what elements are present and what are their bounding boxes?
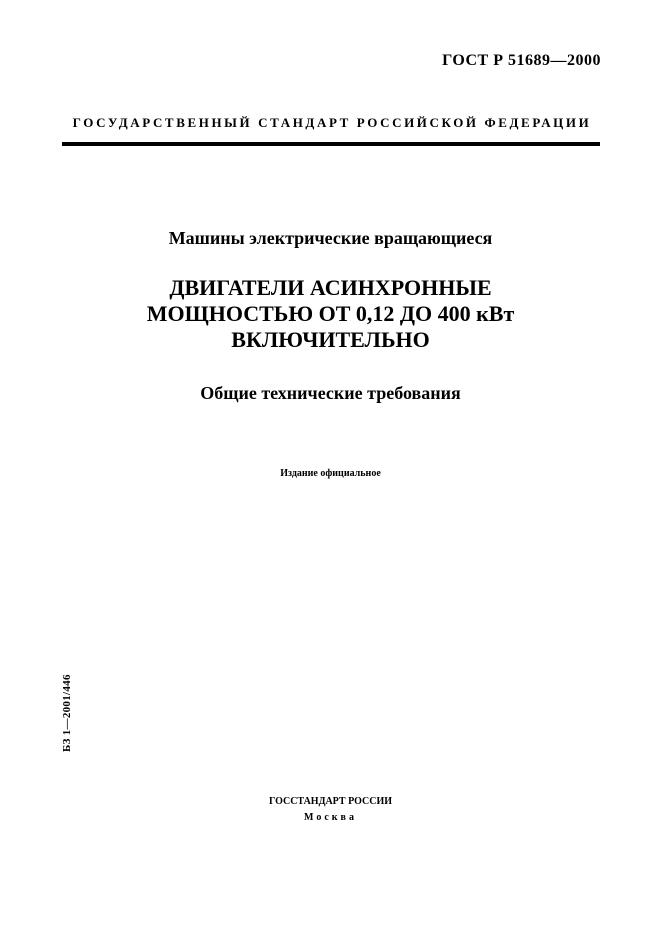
- side-registration-code: БЗ 1—2001/446: [61, 674, 73, 752]
- state-standard-heading: ГОСУДАРСТВЕННЫЙ СТАНДАРТ РОССИЙСКОЙ ФЕДЕРАЦИИ: [72, 115, 592, 130]
- main-title-line: ВКЛЮЧИТЕЛЬНО: [231, 327, 430, 352]
- edition-label: Издание официальное: [280, 468, 381, 479]
- main-title-line: ДВИГАТЕЛИ АСИНХРОННЫЕ: [169, 275, 492, 300]
- main-title-line: МОЩНОСТЬЮ ОТ 0,12 ДО 400 кВт: [146, 301, 515, 326]
- subtitle: Общие технические требования: [200, 383, 461, 403]
- title-category: Машины электрические вращающиеся: [168, 228, 493, 248]
- document-code: ГОСТ Р 51689—2000: [442, 52, 601, 69]
- publisher-name: ГОССТАНДАРТ РОССИИ: [268, 796, 393, 807]
- publisher-city: Москва: [304, 812, 357, 823]
- heading-divider: [62, 142, 600, 146]
- main-title: [0, 275, 661, 353]
